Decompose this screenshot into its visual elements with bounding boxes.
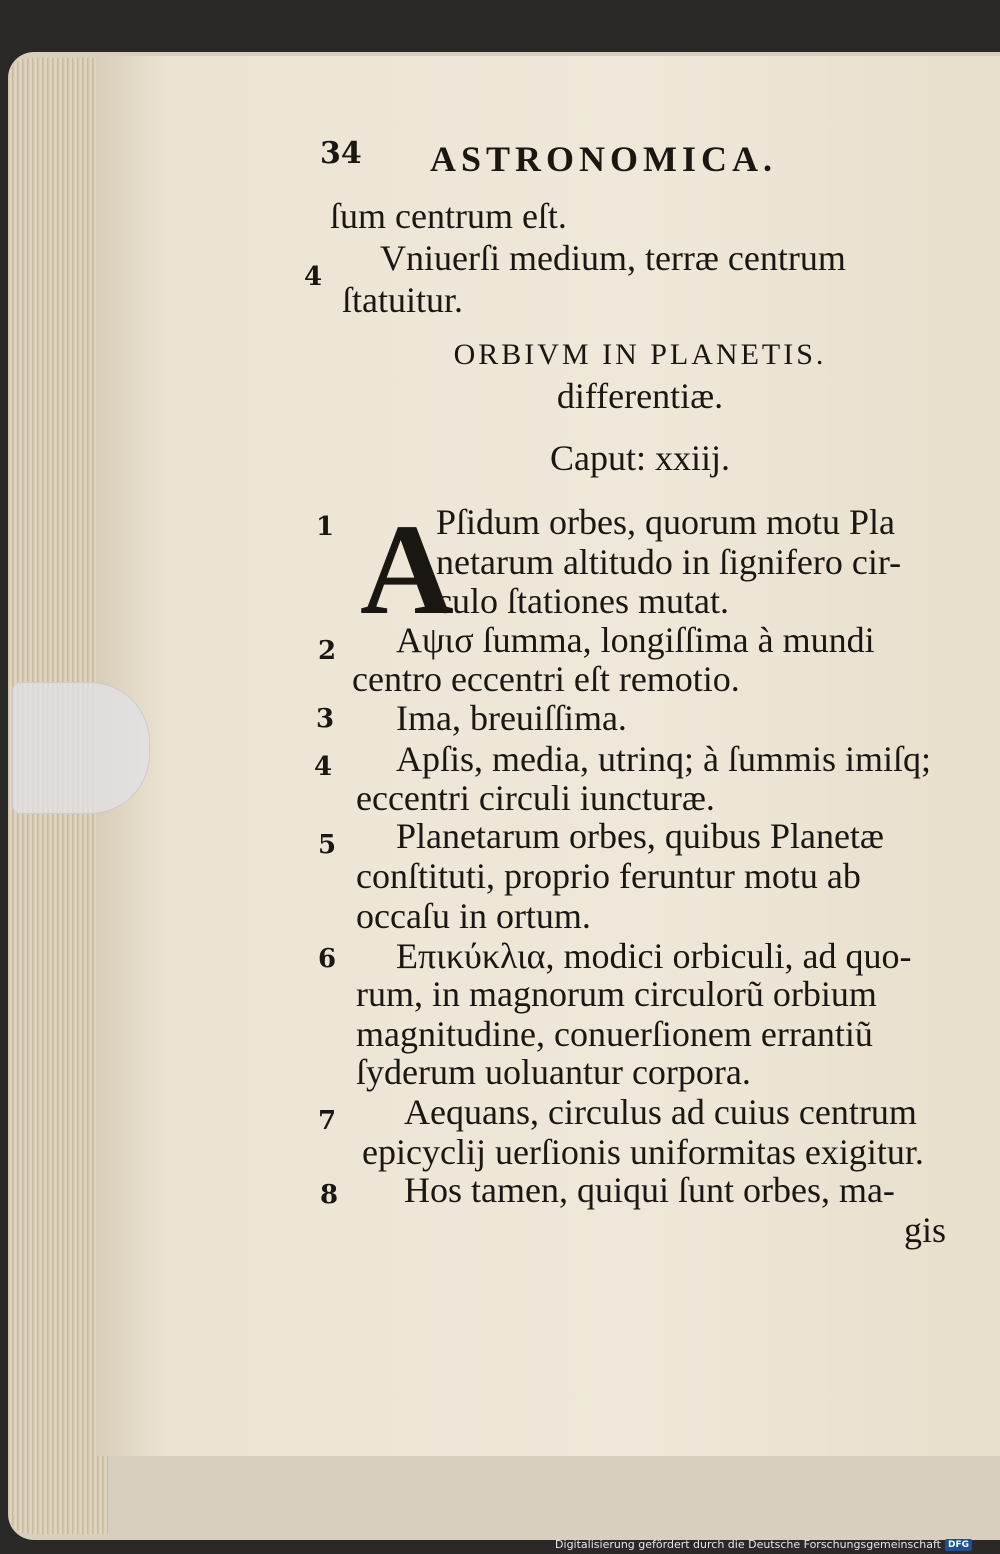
margin-number: 7 [318,1106,337,1136]
chapter-number: Caput: xxiij. [550,438,730,478]
text-line: Pſidum orbes, quorum motu Pla [436,502,895,542]
text-line: ſtatuitur. [342,280,463,320]
margin-number: 2 [318,636,337,666]
margin-number: 3 [316,704,335,734]
text-line: netarum altitudo in ſignifero cir- [436,542,902,582]
margin-number: 8 [320,1180,339,1210]
text-line: culo ſtationes mutat. [436,581,729,621]
catchword: gis [904,1210,947,1250]
margin-number: 4 [314,752,333,782]
margin-number: 5 [318,830,337,860]
text-line: Ima, breuiſſima. [396,698,627,738]
text-line: Vniuerſi medium, terræ centrum [380,238,846,278]
chapter-title: ORBIVM IN PLANETIS. [453,338,827,371]
drop-cap: A [360,498,454,642]
text-line: Planetarum orbes, quibus Planetæ [396,816,884,856]
credit-text: Digitalisierung gefördert durch die Deutsche Forschungsgemeinschaft [555,1538,941,1551]
text-line: ſyderum uoluantur corpora. [356,1052,751,1092]
text-line: Apſis, media, utrinq; à ſummis imiſq; [396,739,931,779]
text-line: rum, in magnorum circulorũ orbium [356,974,877,1014]
margin-number: 1 [316,512,335,542]
running-title: ASTRONOMICA. [430,139,778,179]
text-line: Αψισ ſumma, longiſſima à mundi [396,620,875,660]
text-line: centro eccentri eſt remotio. [352,659,740,699]
margin-number: 4 [304,262,323,292]
text-line: occaſu in ortum. [356,896,591,936]
page-number: 34 [320,136,362,171]
digitization-credit [555,1538,972,1551]
text-line: eccentri circuli iuncturæ. [356,778,715,818]
dfg-logo: DFG [945,1539,972,1551]
text-line: ſum centrum eſt. [330,196,567,236]
plastic-page-clip [12,682,150,814]
text-line: magnitudine, conuerſionem errantiũ [356,1014,873,1054]
text-line: epicyclij uerſionis uniformitas exigitur. [362,1132,924,1172]
text-line: Επικύκλια, modici orbiculi, ad quo- [396,936,912,976]
text-line: Aequans, circulus ad cuius centrum [404,1092,917,1132]
margin-number: 6 [318,944,337,974]
text-line: Hos tamen, quiqui ſunt orbes, ma- [404,1170,895,1210]
chapter-subtitle: differentiæ. [556,376,724,416]
text-line: conſtituti, proprio feruntur motu ab [356,856,861,896]
running-header [320,136,860,186]
